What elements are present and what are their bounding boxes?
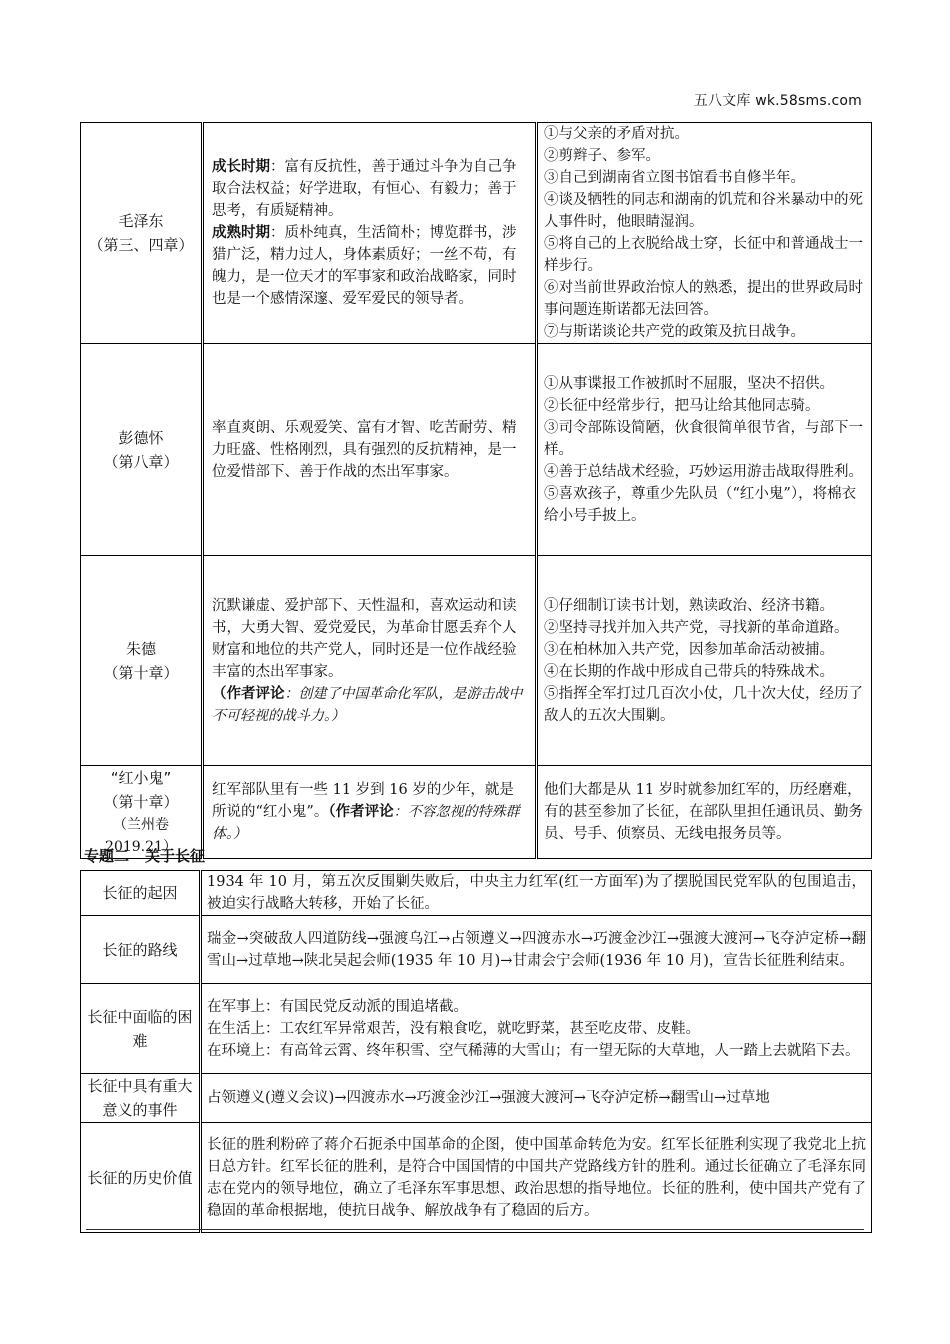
character-chapter: （第八章） xyxy=(103,452,179,471)
row-label: 长征的历史价值 xyxy=(81,1123,201,1233)
character-chapter: （第十章） xyxy=(103,793,179,811)
row-label: 长征的路线 xyxy=(81,916,201,984)
event-item: 他们大都是从 11 岁时就参加红军的，历经磨难，有的甚至参加了长征，在部队里担任通讯员、勤务员、号手、侦察员、无线电报务员等。 xyxy=(544,782,863,842)
character-name: 彭德怀 xyxy=(118,428,164,447)
event-item: ②长征中经常步行，把马让给其他同志骑。 xyxy=(544,397,820,414)
character-description xyxy=(203,123,537,344)
character-name: 朱德 xyxy=(125,639,156,658)
author-comment-label: （作者评论 xyxy=(212,685,285,702)
event-item: ⑤喜欢孩子，尊重少先队员（“红小鬼”），将棉衣给小号手披上。 xyxy=(544,485,857,524)
exam-reference: （兰州卷2019.21） xyxy=(105,817,177,855)
author-comment: ：创建了中国革命化军队，是游击战中不可轻视的战斗力。） xyxy=(212,685,523,724)
content-line: 在生活上：工农红军异常艰苦，没有粮食吃，就吃野菜，甚至吃皮带、皮鞋。 xyxy=(207,1020,700,1037)
event-item: ①仔细制订读书计划，熟读政治、经济书籍。 xyxy=(544,597,834,614)
row-content xyxy=(201,871,872,916)
event-item: ③自己到湖南省立图书馆看书自修半年。 xyxy=(544,170,805,186)
content-line: 在军事上：有国民党反动派的围追堵截。 xyxy=(207,998,468,1015)
content-line: 在环境上：有高耸云霄、终年积雪、空气稀薄的大雪山；有一望无际的大草地，人一踏上去就陷下去。 xyxy=(207,1042,860,1059)
event-item: ⑤指挥全军打过几百次小仗，几十次大仗，经历了敌人的五次大围剿。 xyxy=(544,685,863,724)
long-march-table xyxy=(80,870,872,1233)
table-row xyxy=(81,984,872,1074)
footer-rule xyxy=(86,1229,864,1230)
character-events xyxy=(537,344,872,556)
desc-text: 红军部队里有一些 11 岁到 16 岁的少年，就是所说的“红小鬼”。 xyxy=(212,782,514,820)
content-line: 长征的胜利粉碎了蒋介石扼杀中国革命的企图，使中国革命转危为安。红军长征胜利实现了我党北上抗日总方针。红军长征的胜利，是符合中国国情的中国共产党路线方针的胜利。通过长征确立了毛泽东同志在党内的领导地位，确立了毛泽东军事思想、政治思想的指导地位。长征的胜利，使中国共产党有了稳固的革命根据地，使抗日战争、解放战争有了稳固的后方。 xyxy=(207,1136,866,1219)
character-name-cell xyxy=(81,344,203,556)
table-row xyxy=(81,871,872,916)
row-label: 长征的起因 xyxy=(81,871,201,916)
table-row xyxy=(81,1074,872,1123)
event-item: ⑦与斯诺谈论共产党的政策及抗日战争。 xyxy=(544,324,805,340)
event-item: ③在柏林加入共产党，因参加革命活动被捕。 xyxy=(544,641,834,658)
row-content xyxy=(201,916,872,984)
event-item: ③司令部陈设简陋，伙食很简单很节省，与部下一样。 xyxy=(544,419,863,458)
content-line: 1934 年 10 月，第五次反围剿失败后，中央主力红军(红一方面军)为了摆脱国民党军队的包围追击，被迫实行战略大转移，开始了长征。 xyxy=(207,874,866,912)
character-chapter: （第三、四章） xyxy=(88,236,194,254)
section-title-text: 关于长征 xyxy=(145,847,206,865)
desc-label: 成长时期 xyxy=(212,159,270,175)
character-events xyxy=(537,556,872,766)
event-item: ④谈及牺牲的同志和湖南的饥荒和谷米暴动中的死人事件时，他眼睛湿润。 xyxy=(544,192,863,230)
character-description xyxy=(203,556,537,766)
character-name: 毛泽东 xyxy=(118,212,164,230)
desc-text: 沉默谦虚、爱护部下、天性温和，喜欢运动和读书，大勇大智、爱党爱民，为革命甘愿丢弃个人财富和地位的共产党人，同时还是一位作战经验丰富的杰出军事家。 xyxy=(212,597,517,680)
table-row xyxy=(81,1123,872,1233)
desc-label: 成熟时期 xyxy=(212,225,270,241)
content-line: 占领遵义(遵义会议)→四渡赤水→巧渡金沙江→强渡大渡河→飞夺泸定桥→翻雪山→过草地 xyxy=(207,1090,770,1106)
author-comment: ：不容忽视的特殊群体。） xyxy=(212,804,520,842)
event-item: ②坚持寻找并加入共产党，寻找新的革命道路。 xyxy=(544,619,849,636)
section-heading xyxy=(84,845,221,866)
row-label: 长征中面临的困难 xyxy=(81,984,201,1074)
character-description xyxy=(203,344,537,556)
desc-text: ：富有反抗性，善于通过斗争为自己争取合法权益；好学进取，有恒心、有毅力；善于思考，有质疑精神。 xyxy=(212,159,517,219)
section-label: 专题二 xyxy=(84,847,130,865)
event-item: ④善于总结战术经验，巧妙运用游击战取得胜利。 xyxy=(544,463,863,480)
event-item: ④在长期的作战中形成自己带兵的特殊战术。 xyxy=(544,663,834,680)
character-name: “红小鬼” xyxy=(110,769,172,787)
content-line: 瑞金→突破敌人四道防线→强渡乌江→占领遵义→四渡赤水→巧渡金沙江→强渡大渡河→飞夺泸定桥→翻雪山→过草地→陕北吴起会师(1935 年 10 月)→甘肃会宁会师(1936 年 10 月)，宣告长征胜利结束。 xyxy=(207,930,866,969)
event-item: ①与父亲的矛盾对抗。 xyxy=(544,126,689,142)
table-row xyxy=(81,123,872,344)
desc-text: ：质朴纯真，生活简朴；博览群书，涉猎广泛，精力过人，身体素质好；一丝不苟，有魄力，是一位天才的军事家和政治战略家，同时也是一个感情深邃、爱军爱民的领导者。 xyxy=(212,225,517,307)
site-watermark: 五八文库 wk.58sms.com xyxy=(693,93,862,109)
desc-text: 率直爽朗、乐观爱笑、富有才智、吃苦耐劳、精力旺盛、性格刚烈，具有强烈的反抗精神，是一位爱惜部下、善于作战的杰出军事家。 xyxy=(212,419,517,480)
event-item: ①从事谍报工作被抓时不屈服，坚决不招供。 xyxy=(544,375,834,392)
row-content xyxy=(201,984,872,1074)
event-item: ②剪辫子、参军。 xyxy=(544,148,660,164)
table-row xyxy=(81,344,872,556)
character-chapter: （第十章） xyxy=(103,663,179,682)
character-name-cell xyxy=(81,123,203,344)
character-name-cell xyxy=(81,556,203,766)
character-description xyxy=(203,766,537,859)
row-content xyxy=(201,1074,872,1123)
row-label: 长征中具有重大意义的事件 xyxy=(81,1074,201,1123)
table-row xyxy=(81,556,872,766)
event-item: ⑤将自己的上衣脱给战士穿，长征中和普通战士一样步行。 xyxy=(544,236,863,274)
character-events xyxy=(537,123,872,344)
characters-table xyxy=(80,122,872,859)
row-content xyxy=(201,1123,872,1233)
author-comment-label: （作者评论 xyxy=(328,804,394,820)
character-events xyxy=(537,766,872,859)
table-row xyxy=(81,916,872,984)
event-item: ⑥对当前世界政治惊人的熟悉，提出的世界政局时事问题连斯诺都无法回答。 xyxy=(544,280,863,318)
